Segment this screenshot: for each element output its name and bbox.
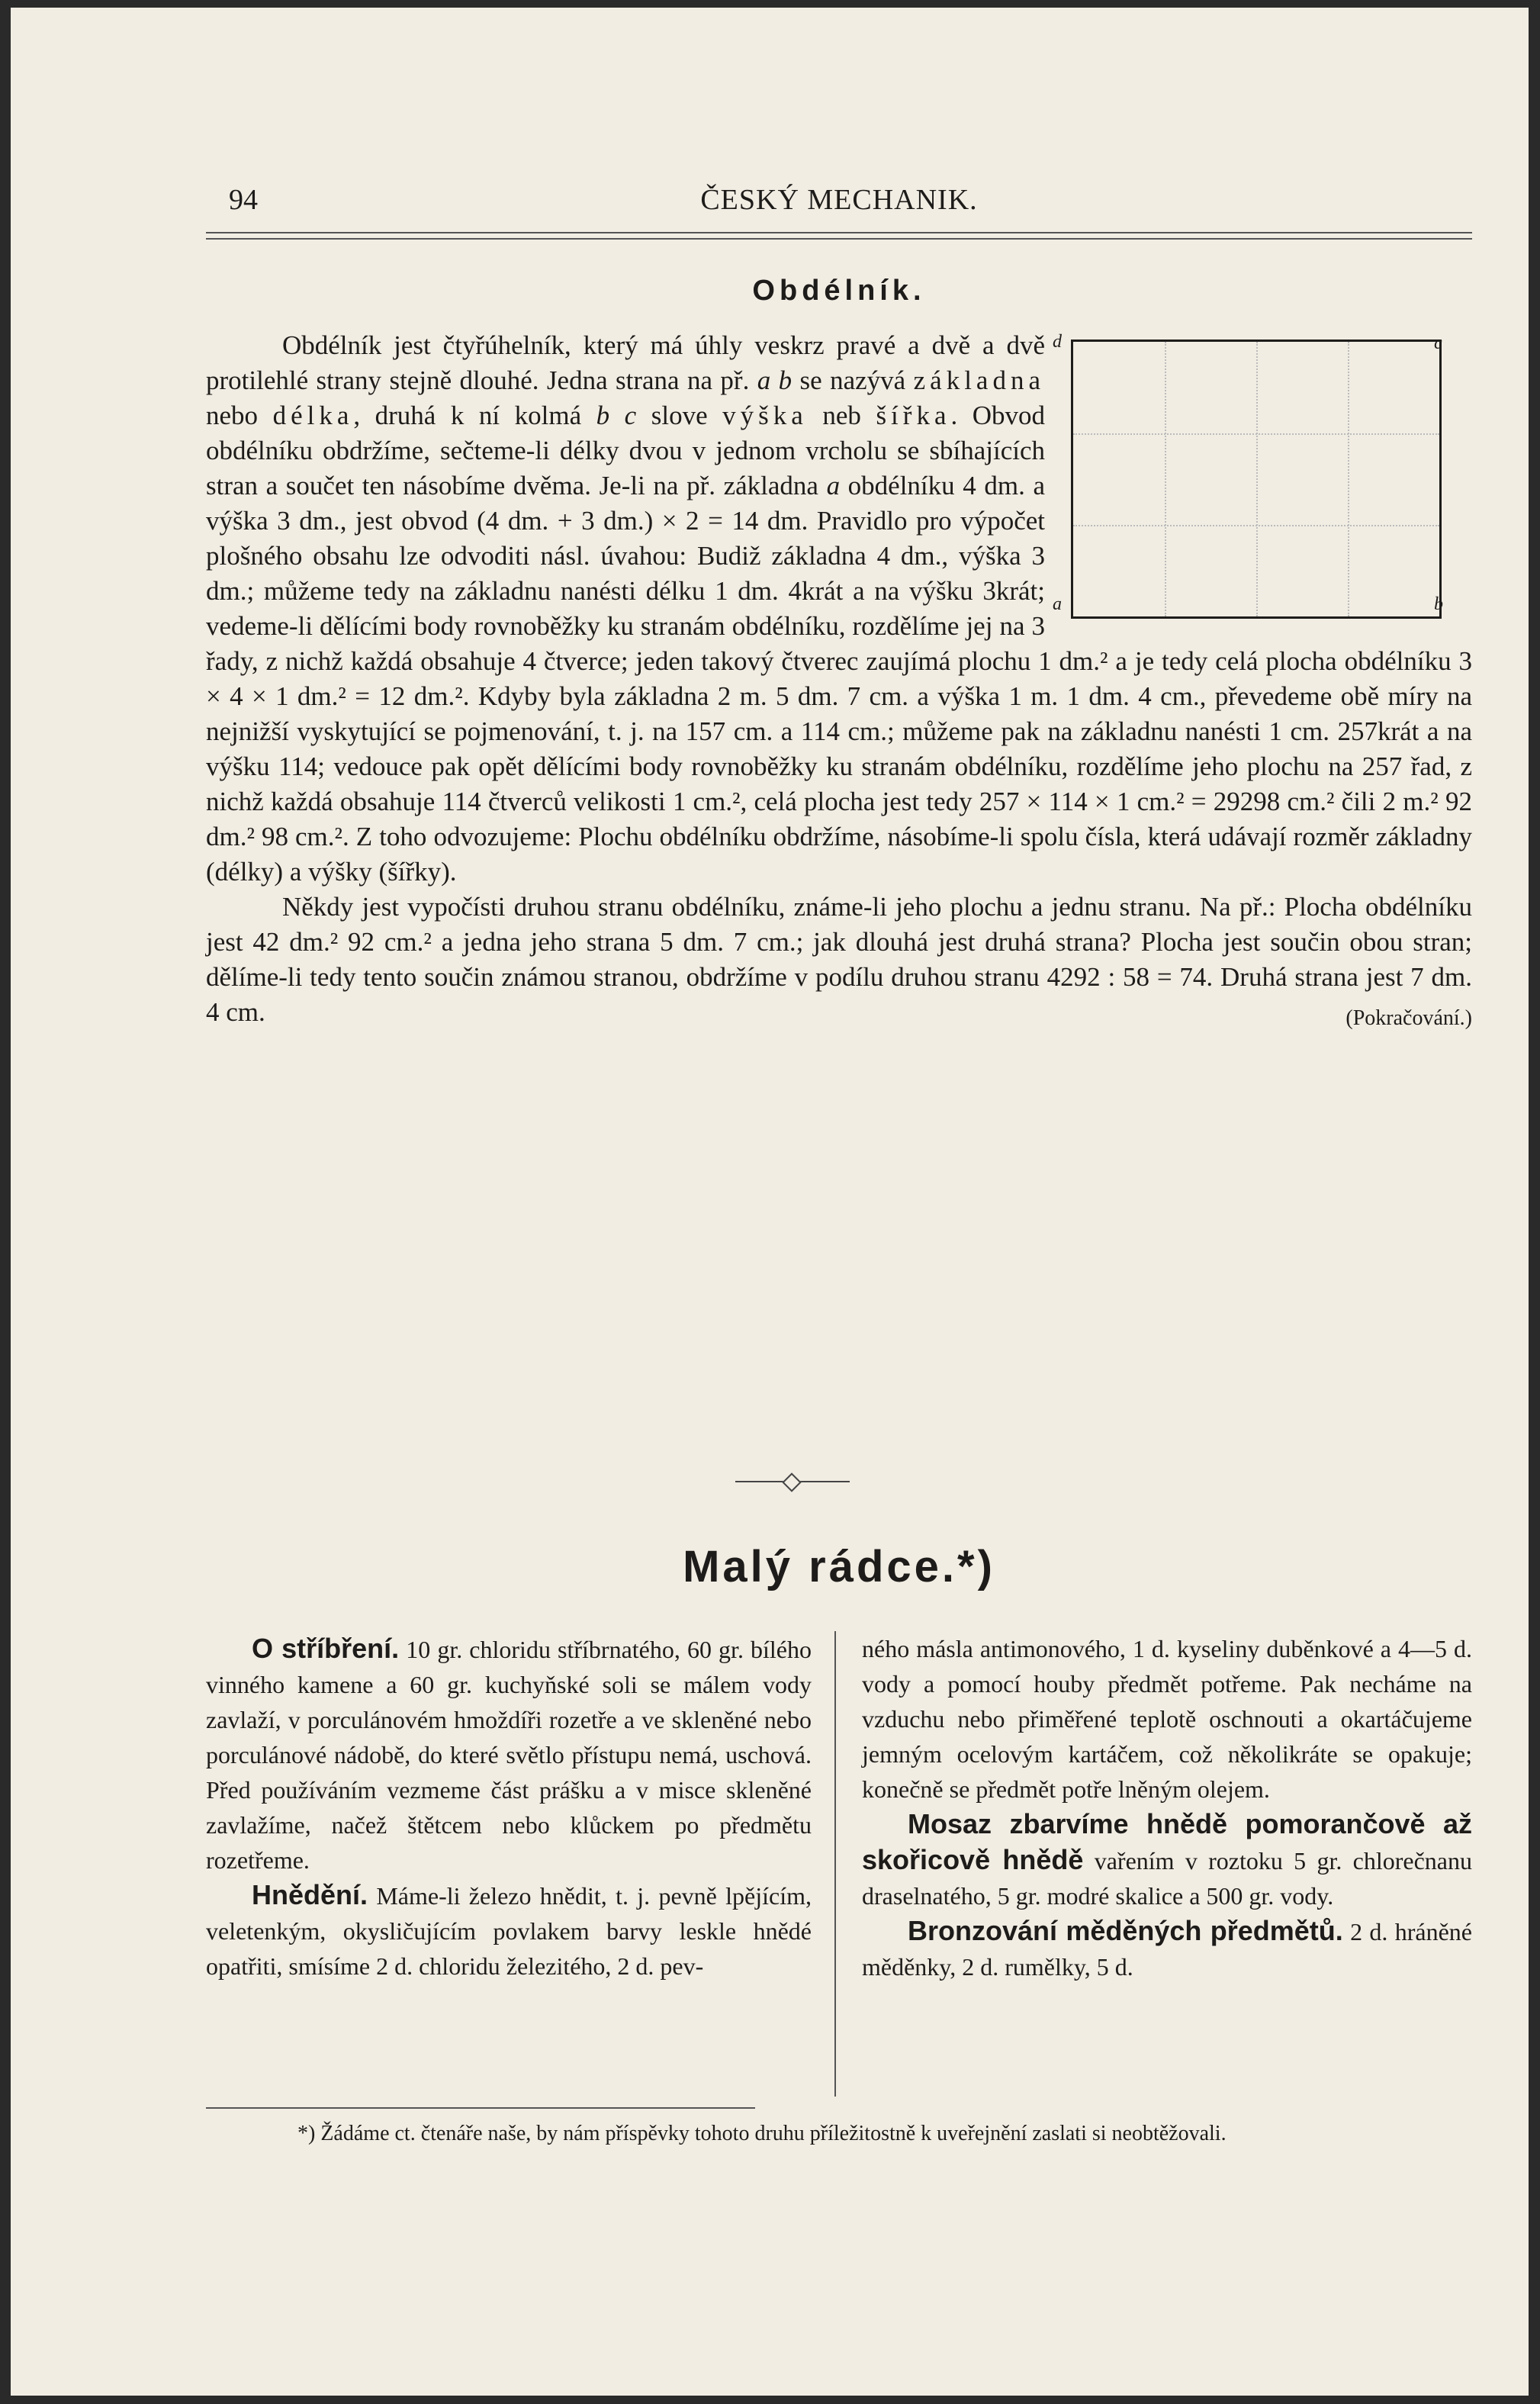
section-divider-ornament	[735, 1474, 850, 1489]
paragraph	[206, 890, 1472, 1030]
text-run: Někdy jest vypočísti druhou stranu obdélníku, známe-li jeho plochu a jednu stranu. Na př.: Plocha obdélníku jest 42 dm.² 92 cm.² a jedna jeho strana 5 dm. 7 cm.; jak dlouhá jest druhá strana? Plocha jest součin obou stran; dělíme-li tedy tento součin známou stranou, obdržíme v podílu druhou stranu 4292 : 58 = 74. Druhá strana jest 7 dm. 4 cm.	[206, 892, 1472, 1027]
obdelnik-text	[206, 328, 1472, 1036]
footnote-rule	[206, 2107, 755, 2109]
column-left	[206, 1631, 812, 1984]
term-zakladna: základna	[913, 365, 1045, 395]
text-run: 2 d. hráněné měděnky, 2 d. rumělky, 5 d.	[862, 1918, 1473, 1981]
paragraph	[206, 1878, 812, 1984]
corner-label-a: a	[1053, 594, 1062, 614]
section-title-obdelnik: Obdélník.	[752, 275, 926, 307]
page-header	[206, 183, 1472, 221]
text-run: a	[826, 471, 841, 500]
text-run: vařením v roztoku 5 gr. chlorečnanu draselnatého, 5 gr. modré skalice a 500 gr. vody.	[862, 1847, 1472, 1910]
text-run: ného másla antimonového, 1 d. kyseliny duběnkové a 4—5 d. vody a pomocí houby předmět potřeme. Pak necháme na vzduchu nebo přiměřené teplotě oschnouti a okartáčujeme jemným ocelovým kartáčem, což několikráte se opakuje; konečně se předmět potře lněným olejem.	[862, 1635, 1472, 1803]
text-run: obdélníku 4 dm. a výška 3 dm., jest obvod (4 dm. + 3 dm.) × 2 = 14 dm. Pravidlo pro výpočet plošného obsahu lze odvoditi násl. úvahou: Budiž základna 4 dm., výška 3 dm.; můžeme tedy na základnu nanésti délku 1 dm. 4krát a na výšku 3krát; vedeme-li dělícími body rovnoběžky ku stranám obdélníku, rozdělíme jej na 3 řady, z nichž každá obsahuje 4 čtverce; jeden takový čtverec zaujímá plochu 1 dm.² a je tedy celá plocha obdélníku 3 × 4 × 1 dm.² = 12 dm.². Kdyby byla základna 2 m. 5 dm. 7 cm. a výška 1 m. 1 dm. 4 cm., převedeme obě míry na nejnižší vyskytující se pojmenování, t. j. na 157 cm. a 114 cm.; můžeme pak na základnu nanésti 1 cm. 257krát a na výšku 114; vedouce pak opět dělícími body rovnoběžky ku stranám obdélníku, rozdělíme jeho plochu na 257 řad, z nichž každá obsahuje 114 čtverců velikosti 1 cm.², celá plocha jest tedy 257 × 114 × 1 cm.² = 29298 cm.² čili 2 m.² 92 dm.² 98 cm.². Z toho odvozujeme: Plochu obdélníku obdržíme, násobíme-li spolu čísla, která udávají rozměr základny (délky) a výšky (šířky).	[206, 471, 1472, 887]
page	[11, 8, 1529, 2396]
corner-label-c: c	[1434, 333, 1442, 353]
heading-mosaz: Mosaz zbarvíme hnědě pomorančově až skořicově hnědě	[862, 1808, 1472, 1875]
term-delka: délka	[272, 401, 354, 430]
paragraph	[862, 1913, 1472, 1984]
text-run: neb	[822, 401, 861, 430]
column-divider	[834, 1631, 836, 2097]
text-run: Obdélník jest čtyřúhelník, který má úhly veskrz pravé a dvě a dvě protilehlé strany stejně dlouhé. Jedna strana na př.	[206, 330, 1045, 395]
text-run: 10 gr. chloridu stříbrnatého, 60 gr. bílého vinného kamene a 60 gr. kuchyňské soli se málem vody zavlaží, v porculánovém hmoždíři rozetře a ve skleněné nebo porculánové nádobě, do které světlo přístupu nemá, uschová. Před používáním vezmeme část prášku a v misce skleněné zavlažíme, načež štětcem nebo klůckem po předmětu rozetřeme.	[206, 1636, 812, 1874]
term-sirka: šířka	[876, 401, 951, 430]
running-title: ČESKÝ MECHANIK.	[700, 184, 978, 216]
text-run: Máme-li železo hnědit, t. j. pevně lpějícím, veletenkým, okysličujícím povlakem barvy leskle hnědé opatřiti, smísíme 2 d. chloridu železitého, 2 d. pev-	[206, 1882, 812, 1980]
term-vyska: výška	[722, 401, 808, 430]
continued-note: (Pokračování.)	[1345, 1006, 1472, 1030]
heading-hnedeni: Hnědění.	[252, 1879, 368, 1910]
footnote	[206, 2121, 1472, 2147]
text-run: nebo	[206, 401, 259, 430]
text-run: . Obvod obdélníku obdržíme, sečteme-li délky dvou v jednom vrcholu se sbíhajících stran a součet ten násobíme dvěma. Je-li na př. základna	[206, 401, 1046, 500]
figure-space	[1045, 328, 1472, 612]
corner-label-b: b	[1434, 594, 1443, 614]
heading-bronzovani: Bronzování měděných předmětů.	[908, 1915, 1343, 1946]
text-run: , druhá k ní kolmá	[353, 401, 582, 430]
footnote-text: *) Žádáme ct. čtenáře naše, by nám příspěvky tohoto druhu příležitostně k uveřejnění zaslati si neobtěžovali.	[297, 2122, 1227, 2145]
text-run: a b	[757, 365, 793, 395]
page-number: 94	[229, 184, 258, 216]
section-title-maly-radce: Malý rádce.*)	[683, 1542, 995, 1591]
heading-stribreni: O stříbření.	[252, 1633, 400, 1664]
text-run: se nazývá	[799, 365, 906, 395]
column-right	[862, 1631, 1472, 1984]
corner-label-d: d	[1053, 332, 1062, 352]
paragraph	[206, 1631, 812, 1878]
paragraph	[862, 1807, 1472, 1913]
paragraph	[862, 1631, 1472, 1807]
text-run: b c	[596, 401, 637, 430]
text-run: slove	[651, 401, 708, 430]
header-rule	[206, 232, 1472, 240]
